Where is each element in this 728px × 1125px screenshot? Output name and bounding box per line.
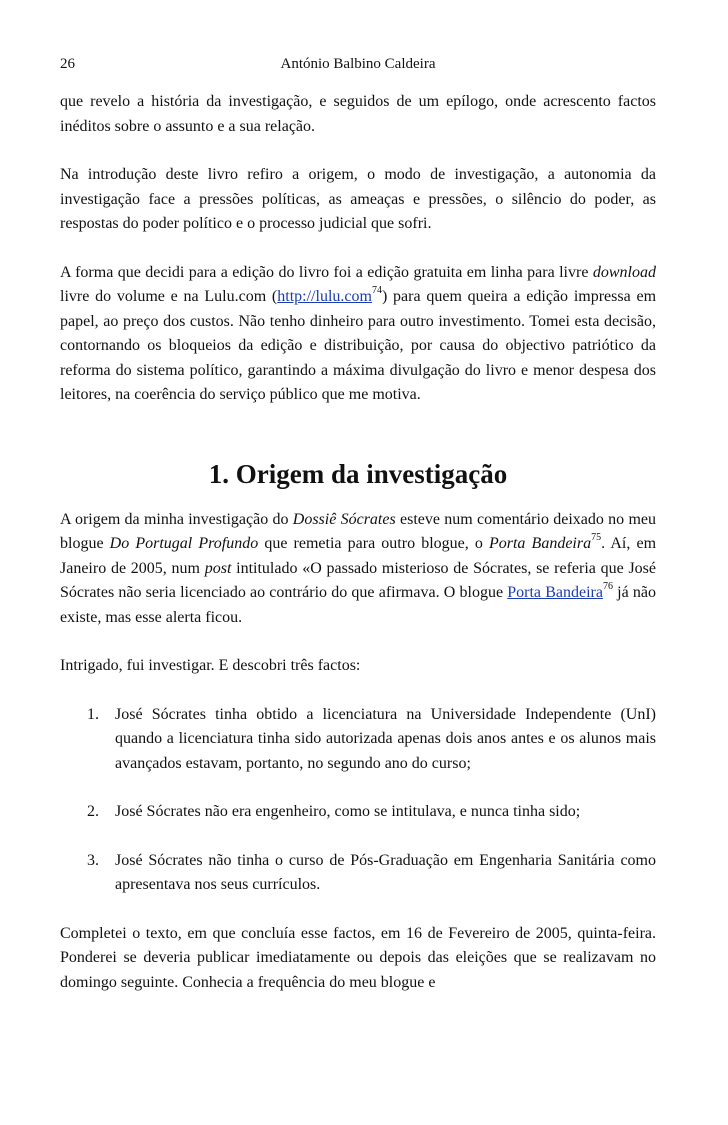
list-item [60,703,656,801]
paragraph-origin-2: Intrigado, fui investigar. E descobri três factos: [60,657,361,674]
paragraph-intro-1: que revelo a história da investigação, e seguidos de um epílogo, onde acrescento factos inéditos sobre o assunto e a sua relação. [60,93,656,135]
text-run: que remetia para outro blogue, o [258,535,489,552]
italic-blog-name: Do Portugal Profundo [109,535,259,552]
text-run: já não existe, mas esse alerta ficou. [60,584,656,626]
list-item-text: José Sócrates tinha obtido a licenciatura na Universidade Independente (UnI) quando a licenciatura tinha sido autorizada apenas dois anos antes e os alunos mais avançados estavam, portanto, no segundo ano do curso; [115,705,656,772]
page-body [60,90,656,995]
text-run: ) para quem queira a edição impressa em papel, ao preço dos custos. Não tenho dinheiro para outro investimento. Tomei esta decisão, contornando os bloqueios da edição e distribuição, por causa do objectivo patriótico da reforma do sistema político, garantindo a máxima divulgação do livro e menor despesa dos leitores, na coerência do serviço público que me motiva. [60,288,657,403]
text-run: intitulado «O passado misterioso de Sócrates, se referia que José Sócrates não seria licenciado ao contrário do que afirmava. O blogue [60,559,657,601]
porta-bandeira-link[interactable]: Porta Bandeira [507,584,603,601]
section-heading: 1. Origem da investigação [208,458,508,489]
page-number: 26 [60,56,75,72]
text-run: A origem da minha investigação do [60,510,293,528]
italic-porta-bandeira: Porta Bandeira [488,535,592,552]
text-run: esteve num comentário deixado no meu blogue [60,510,657,552]
text-run: . Aí, em Janeiro de 2005, num [60,535,657,577]
italic-post: post [204,559,232,577]
list-item [60,849,656,922]
paragraph-origin-1 [60,508,656,631]
running-header [60,56,656,76]
lulu-link[interactable]: http://lulu.com [277,288,372,305]
list-marker: 2. [87,803,99,820]
paragraph-origin-3: Completei o texto, em que concluía esse factos, em 16 de Fevereiro de 2005, quinta-feira. Ponderei se deveria publicar imediatamente ou depois das eleições que se realizavam no domingo seguinte. Conhecia a frequência do meu blogue e [60,924,656,991]
footnote-ref-75[interactable]: 75 [591,532,602,543]
list-item-text: José Sócrates não tinha o curso de Pós-Graduação em Engenharia Sanitária como apresentava nos seus currículos. [115,851,656,893]
text-run: livre do volume e na Lulu.com ( [60,288,278,305]
list-marker: 1. [87,705,99,723]
footnote-ref-74[interactable]: 74 [371,285,382,296]
running-head-author: António Balbino Caldeira [280,56,436,72]
paragraph-intro-3 [60,261,656,408]
text-run: A forma que decidi para a edição do livro foi a edição gratuita em linha para livre [60,263,593,281]
list-marker: 3. [87,851,99,869]
facts-list [60,703,656,922]
paragraph-intro-2: Na introdução deste livro refiro a origem, o modo de investigação, a autonomia da investigação face a pressões políticas, as ameaças e pressões, o silêncio do poder, as respostas do poder político e o processo judicial que sofri. [60,166,656,232]
italic-download: download [592,263,656,281]
footnote-ref-76[interactable]: 76 [602,581,613,592]
italic-dossie: Dossiê Sócrates [292,510,396,528]
list-item-text: José Sócrates não era engenheiro, como se intitulava, e nunca tinha sido; [115,803,581,820]
list-item [60,800,656,849]
